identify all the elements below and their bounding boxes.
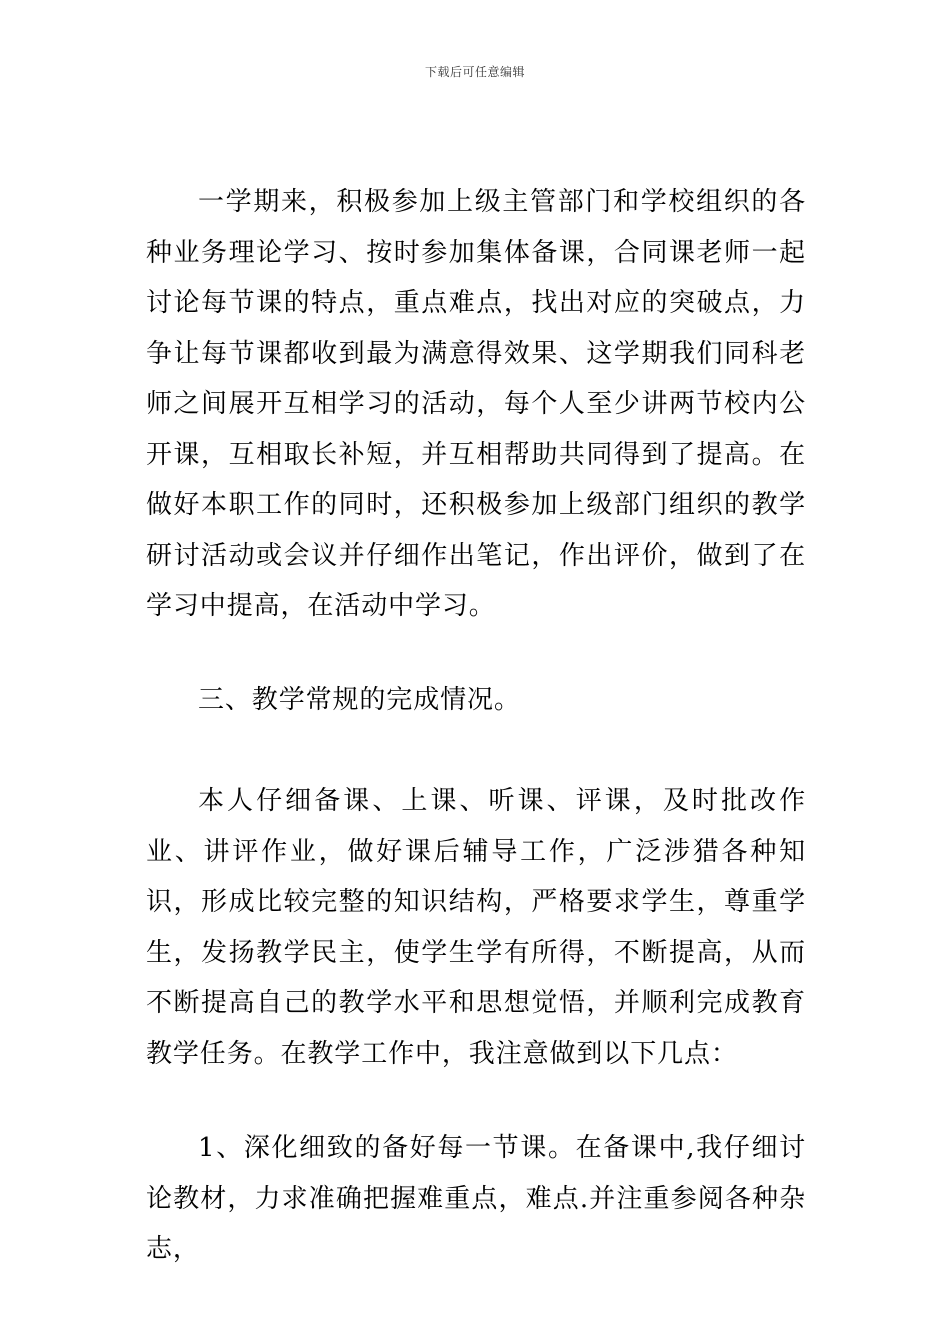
paragraph-block (146, 177, 806, 632)
paragraph-block (146, 776, 806, 1079)
paragraph-block (146, 1123, 806, 1275)
section-heading: 三、教学常规的完成情况。 (198, 685, 521, 715)
header-note: 下载后可任意编辑 (424, 65, 525, 79)
body-paragraph: 本人仔细备课、上课、听课、评课，及时批改作业、讲评作业，做好课后辅导工作，广泛涉猎各种知识，形成比较完整的知识结构，严格要求学生，尊重学生，发扬教学民主，使学生学有所得，不断提高，从而不断提高自己的教学水平和思想觉悟，并顺利完成教育教学任务。在教学工作中，我注意做到以下几点： (146, 786, 806, 1069)
section-heading-block (146, 675, 806, 726)
body-paragraph: 一学期来，积极参加上级主管部门和学校组织的各种业务理论学习、按时参加集体备课，合同课老师一起讨论每节课的特点，重点难点，找出对应的突破点，力争让每节课都收到最为满意得效果、这学期我们同科老师之间展开互相学习的活动，每个人至少讲两节校内公开课，互相取长补短，并互相帮助共同得到了提高。在做好本职工作的同时，还积极参加上级部门组织的教学研讨活动或会议并仔细作出笔记，作出评价，做到了在学习中提高，在活动中学习。 (146, 187, 806, 621)
body-paragraph: 1、深化细致的备好每一节课。在备课中,我仔细讨论教材，力求准确把握难重点，难点.并注重参阅各种杂志， (146, 1133, 806, 1264)
